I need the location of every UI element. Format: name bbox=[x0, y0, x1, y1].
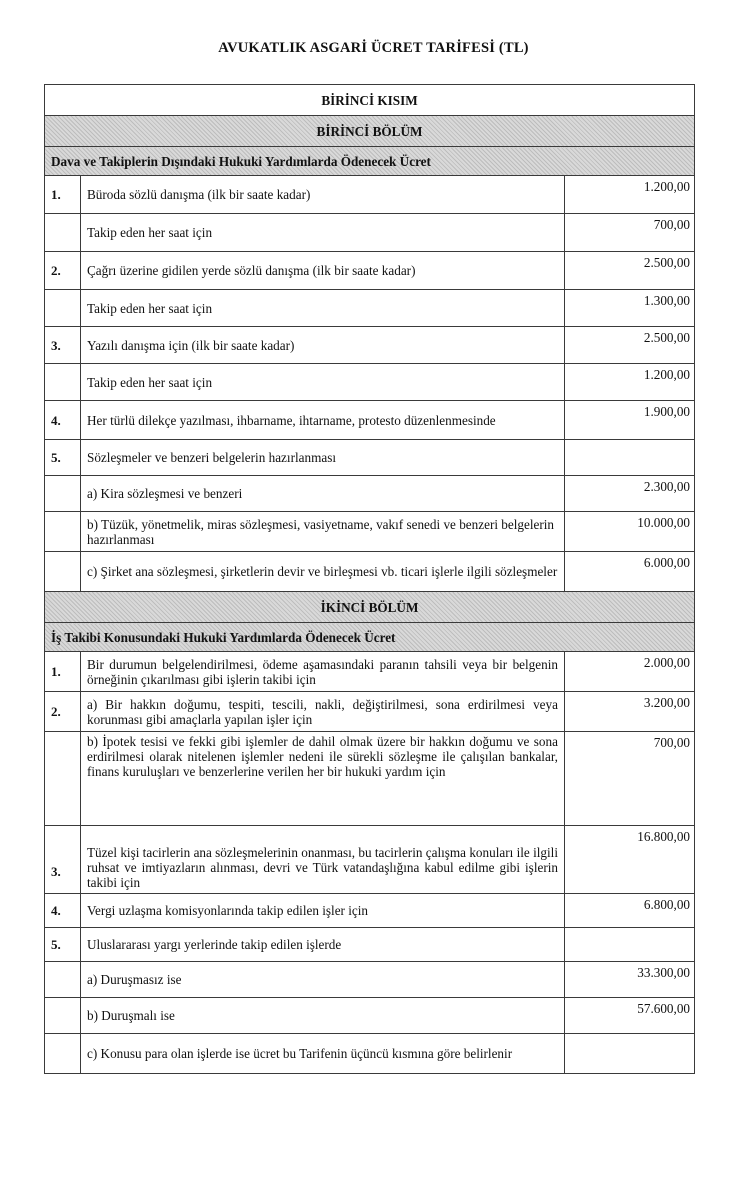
item-amount: 3.200,00 bbox=[564, 692, 694, 732]
item-amount: 1.200,00 bbox=[564, 176, 694, 214]
item-number: 2. bbox=[45, 252, 81, 290]
kisim-title: BİRİNCİ KISIM bbox=[45, 85, 695, 116]
item-number: 2. bbox=[45, 692, 81, 732]
item-description: b) Tüzük, yönetmelik, miras sözleşmesi, vasiyetname, vakıf senedi ve benzeri belgelerin hazırlanması bbox=[81, 512, 565, 552]
table-row bbox=[45, 652, 695, 692]
item-description: c) Şirket ana sözleşmesi, şirketlerin devir ve birleşmesi vb. ticari işlerle ilgili sözleşmeler bbox=[81, 552, 565, 592]
item-description: a) Duruşmasız ise bbox=[81, 962, 565, 998]
table-row bbox=[45, 826, 695, 894]
item-description: Yazılı danışma için (ilk bir saate kadar) bbox=[81, 327, 565, 364]
item-number: 3. bbox=[45, 826, 81, 894]
item-amount: 700,00 bbox=[564, 732, 694, 826]
item-amount: 6.800,00 bbox=[564, 894, 694, 928]
section-heading: Dava ve Takiplerin Dışındaki Hukuki Yardımlarda Ödenecek Ücret bbox=[45, 147, 695, 176]
table-row bbox=[45, 998, 695, 1034]
table-row bbox=[45, 732, 695, 826]
item-number: 5. bbox=[45, 440, 81, 476]
section-heading: İş Takibi Konusundaki Hukuki Yardımlarda Ödenecek Ücret bbox=[45, 623, 695, 652]
item-number bbox=[45, 364, 81, 401]
table-row bbox=[45, 476, 695, 512]
item-number bbox=[45, 1034, 81, 1074]
item-amount: 1.900,00 bbox=[564, 401, 694, 440]
item-number: 1. bbox=[45, 176, 81, 214]
item-amount: 2.000,00 bbox=[564, 652, 694, 692]
item-number: 4. bbox=[45, 401, 81, 440]
item-amount: 2.300,00 bbox=[564, 476, 694, 512]
item-number: 5. bbox=[45, 928, 81, 962]
item-amount: 2.500,00 bbox=[564, 327, 694, 364]
table-row bbox=[45, 440, 695, 476]
item-description: Tüzel kişi tacirlerin ana sözleşmelerinin onanması, bu tacirlerin çalışma konuları ile ilgili ruhsat ve imtiyazların alınması, devri ve Türk vatandaşlığına kabul edilme gibi işlerin takibi için bbox=[81, 826, 565, 894]
section-heading-row bbox=[45, 623, 695, 652]
table-row bbox=[45, 894, 695, 928]
item-number: 3. bbox=[45, 327, 81, 364]
table-row bbox=[45, 962, 695, 998]
item-description: Çağrı üzerine gidilen yerde sözlü danışma (ilk bir saate kadar) bbox=[81, 252, 565, 290]
section-heading-row bbox=[45, 147, 695, 176]
item-amount bbox=[564, 928, 694, 962]
item-number bbox=[45, 290, 81, 327]
table-row bbox=[45, 252, 695, 290]
table-row bbox=[45, 928, 695, 962]
item-number bbox=[45, 512, 81, 552]
item-number bbox=[45, 476, 81, 512]
item-description: Büroda sözlü danışma (ilk bir saate kadar) bbox=[81, 176, 565, 214]
item-amount: 1.200,00 bbox=[564, 364, 694, 401]
item-description: a) Kira sözleşmesi ve benzeri bbox=[81, 476, 565, 512]
bolum-header-row bbox=[45, 592, 695, 623]
table-row bbox=[45, 290, 695, 327]
item-description: Sözleşmeler ve benzeri belgelerin hazırlanması bbox=[81, 440, 565, 476]
item-description: Her türlü dilekçe yazılması, ihbarname, ihtarname, protesto düzenlenmesinde bbox=[81, 401, 565, 440]
item-number bbox=[45, 732, 81, 826]
item-amount: 57.600,00 bbox=[564, 998, 694, 1034]
item-amount: 700,00 bbox=[564, 214, 694, 252]
bolum-title: BİRİNCİ BÖLÜM bbox=[45, 116, 695, 147]
table-row bbox=[45, 214, 695, 252]
item-description: c) Konusu para olan işlerde ise ücret bu Tarifenin üçüncü kısmına göre belirlenir bbox=[81, 1034, 565, 1074]
item-amount: 16.800,00 bbox=[564, 826, 694, 894]
bolum-title: İKİNCİ BÖLÜM bbox=[45, 592, 695, 623]
table-row bbox=[45, 552, 695, 592]
item-amount bbox=[564, 1034, 694, 1074]
item-amount bbox=[564, 440, 694, 476]
table-row bbox=[45, 327, 695, 364]
item-amount: 2.500,00 bbox=[564, 252, 694, 290]
table-row bbox=[45, 176, 695, 214]
table-row bbox=[45, 692, 695, 732]
item-description: Takip eden her saat için bbox=[81, 214, 565, 252]
item-description: Bir durumun belgelendirilmesi, ödeme aşamasındaki paranın tahsili veya bir belgenin örneğinin çıkarılması gibi işlerin takibi için bbox=[81, 652, 565, 692]
item-description: Takip eden her saat için bbox=[81, 364, 565, 401]
item-description: Vergi uzlaşma komisyonlarında takip edilen işler için bbox=[81, 894, 565, 928]
item-amount: 6.000,00 bbox=[564, 552, 694, 592]
table-row bbox=[45, 512, 695, 552]
item-description: Takip eden her saat için bbox=[81, 290, 565, 327]
item-number bbox=[45, 214, 81, 252]
item-description: b) Duruşmalı ise bbox=[81, 998, 565, 1034]
item-amount: 33.300,00 bbox=[564, 962, 694, 998]
table-row bbox=[45, 401, 695, 440]
item-description: a) Bir hakkın doğumu, tespiti, tescili, nakli, değiştirilmesi, sona erdirilmesi veya korunması gibi amaçlarla yapılan işler için bbox=[81, 692, 565, 732]
tariff-table bbox=[44, 84, 695, 1074]
document-title: AVUKATLIK ASGARİ ÜCRET TARİFESİ (TL) bbox=[218, 40, 529, 56]
table-row bbox=[45, 1034, 695, 1074]
item-number bbox=[45, 962, 81, 998]
table-row bbox=[45, 364, 695, 401]
item-description: b) İpotek tesisi ve fekki gibi işlemler de dahil olmak üzere bir hakkın doğumu ve sona erdirilmesi olarak nitelenen işlemler nedeni ile sürekli sözleşme ile çalışılan bankalar, finans kuruluşları ve benzerlerine verilen her bir hukuki yardım için bbox=[81, 732, 565, 826]
item-description: Uluslararası yargı yerlerinde takip edilen işlerde bbox=[81, 928, 565, 962]
item-number bbox=[45, 552, 81, 592]
bolum-header-row bbox=[45, 116, 695, 147]
item-number: 4. bbox=[45, 894, 81, 928]
kisim-header-row bbox=[45, 85, 695, 116]
item-number bbox=[45, 998, 81, 1034]
item-amount: 1.300,00 bbox=[564, 290, 694, 327]
item-amount: 10.000,00 bbox=[564, 512, 694, 552]
item-number: 1. bbox=[45, 652, 81, 692]
